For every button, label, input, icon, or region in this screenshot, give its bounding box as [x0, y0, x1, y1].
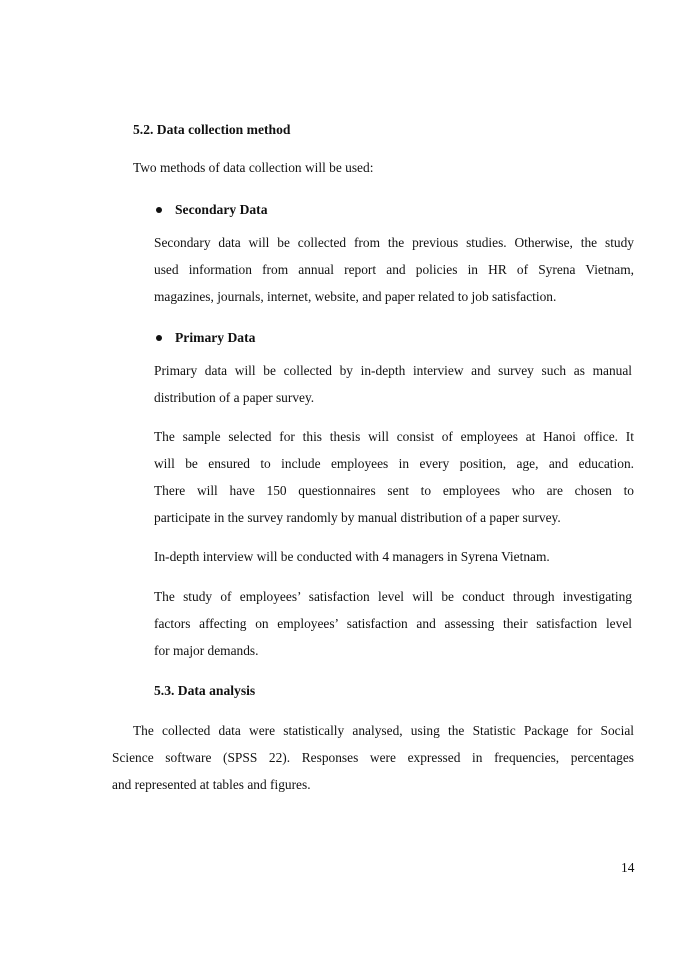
- text-line: factors affecting on employees’ satisfaction and assessing their satisfaction level: [154, 616, 632, 631]
- paragraph-primary-3: In-depth interview will be conducted with 4 managers in Syrena Vietnam.: [154, 549, 550, 564]
- paragraph-data-analysis: [112, 717, 634, 798]
- paragraph-secondary-data: [154, 229, 634, 310]
- text-line: The sample selected for this thesis will consist of employees at Hanoi office. It: [154, 429, 634, 444]
- paragraph-primary-2: [154, 423, 634, 531]
- section-heading-5-3: 5.3. Data analysis: [154, 683, 256, 698]
- text-line: Primary data will be collected by in-depth interview and survey such as manual: [154, 363, 632, 378]
- text-line: The study of employees’ satisfaction level will be conduct through investigating: [154, 589, 632, 604]
- text-line: will be ensured to include employees in every position, age, and education.: [154, 456, 634, 471]
- page-number: 14: [621, 860, 635, 875]
- section-heading-5-2: 5.2. Data collection method: [133, 122, 291, 137]
- subheading-secondary-data: Secondary Data: [175, 202, 268, 217]
- text-line: There will have 150 questionnaires sent to employees who are chosen to: [154, 483, 634, 498]
- text-line: participate in the survey randomly by manual distribution of a paper survey.: [154, 510, 561, 525]
- bullet-icon: [156, 207, 162, 213]
- text-line: and represented at tables and figures.: [112, 777, 311, 792]
- text-line: Secondary data will be collected from the previous studies. Otherwise, the study: [154, 235, 634, 250]
- section-intro: Two methods of data collection will be used:: [133, 160, 374, 175]
- paragraph-primary-4: [154, 583, 632, 664]
- text-line: distribution of a paper survey.: [154, 390, 315, 405]
- text-line: for major demands.: [154, 643, 259, 658]
- bullet-icon: [156, 335, 162, 341]
- text-line: used information from annual report and policies in HR of Syrena Vietnam,: [154, 262, 634, 277]
- text-line: The collected data were statistically analysed, using the Statistic Package for Social: [133, 723, 634, 738]
- subheading-primary-data: Primary Data: [175, 330, 256, 345]
- text-line: magazines, journals, internet, website, and paper related to job satisfaction.: [154, 289, 557, 304]
- paragraph-primary-1: [154, 357, 632, 411]
- text-line: Science software (SPSS 22). Responses were expressed in frequencies, percentages: [112, 750, 634, 765]
